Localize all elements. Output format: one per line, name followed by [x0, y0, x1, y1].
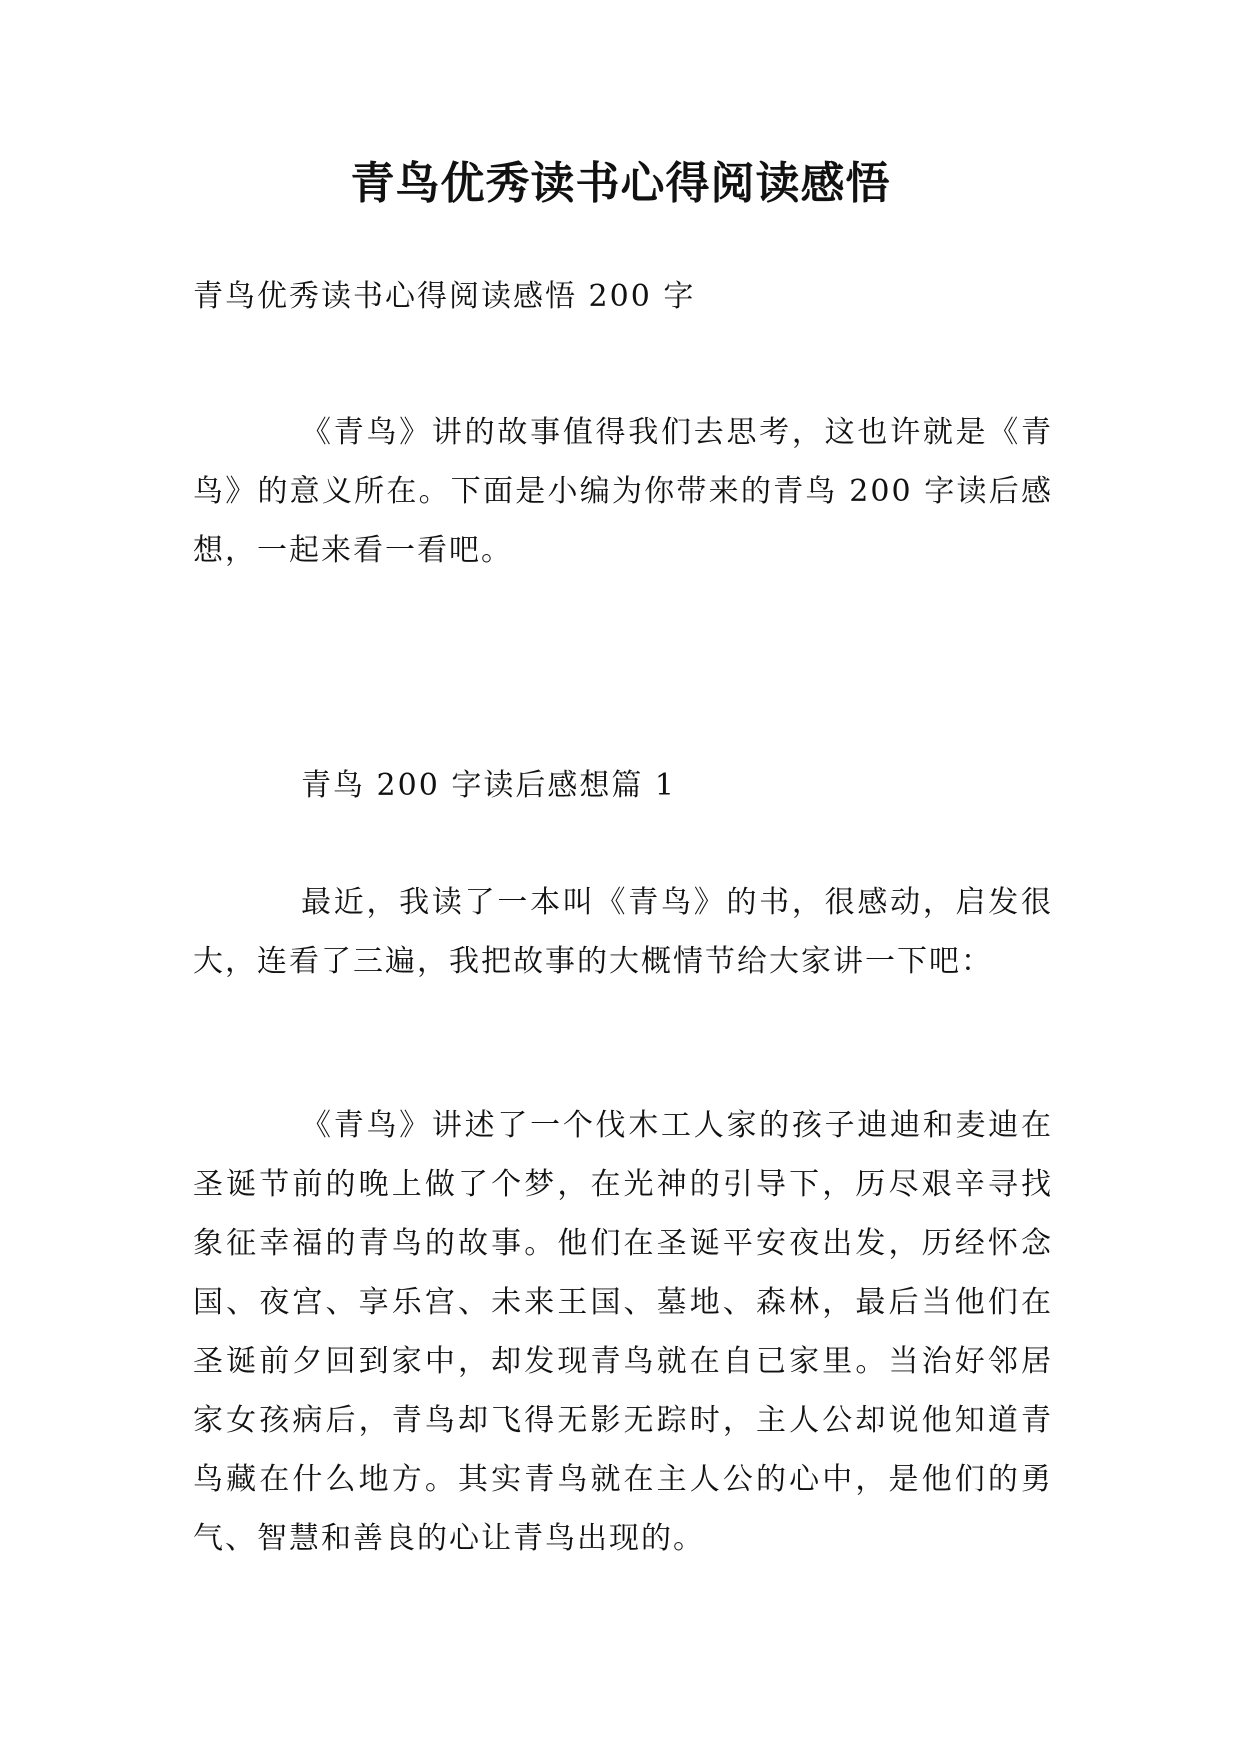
document-title: 青鸟优秀读书心得阅读感悟	[350, 158, 891, 209]
section-heading: 青鸟 200 字读后感想篇 1	[301, 768, 676, 803]
document-subtitle: 青鸟优秀读书心得阅读感悟 200 字	[193, 279, 696, 314]
body-paragraph-1: 最近，我读了一本叫《青鸟》的书，很感动，启发很大，连看了三遍，我把故事的大概情节给大家讲一下吧：	[193, 885, 1053, 979]
body-paragraph-2: 《青鸟》讲述了一个伐木工人家的孩子迪迪和麦迪在圣诞节前的晚上做了个梦，在光神的引导下，历尽艰辛寻找象征幸福的青鸟的故事。他们在圣诞平安夜出发，历经怀念国、夜宫、享乐宫、未来王国、墓地、森林，最后当他们在圣诞前夕回到家中，却发现青鸟就在自已家里。当治好邻居家女孩病后，青鸟却飞得无影无踪时，主人公却说他知道青鸟藏在什么地方。其实青鸟就在主人公的心中，是他们的勇气、智慧和善良的心让青鸟出现的。	[193, 1108, 1053, 1556]
intro-paragraph: 《青鸟》讲的故事值得我们去思考，这也许就是《青鸟》的意义所在。下面是小编为你带来的青鸟 200 字读后感想，一起来看一看吧。	[193, 415, 1053, 568]
